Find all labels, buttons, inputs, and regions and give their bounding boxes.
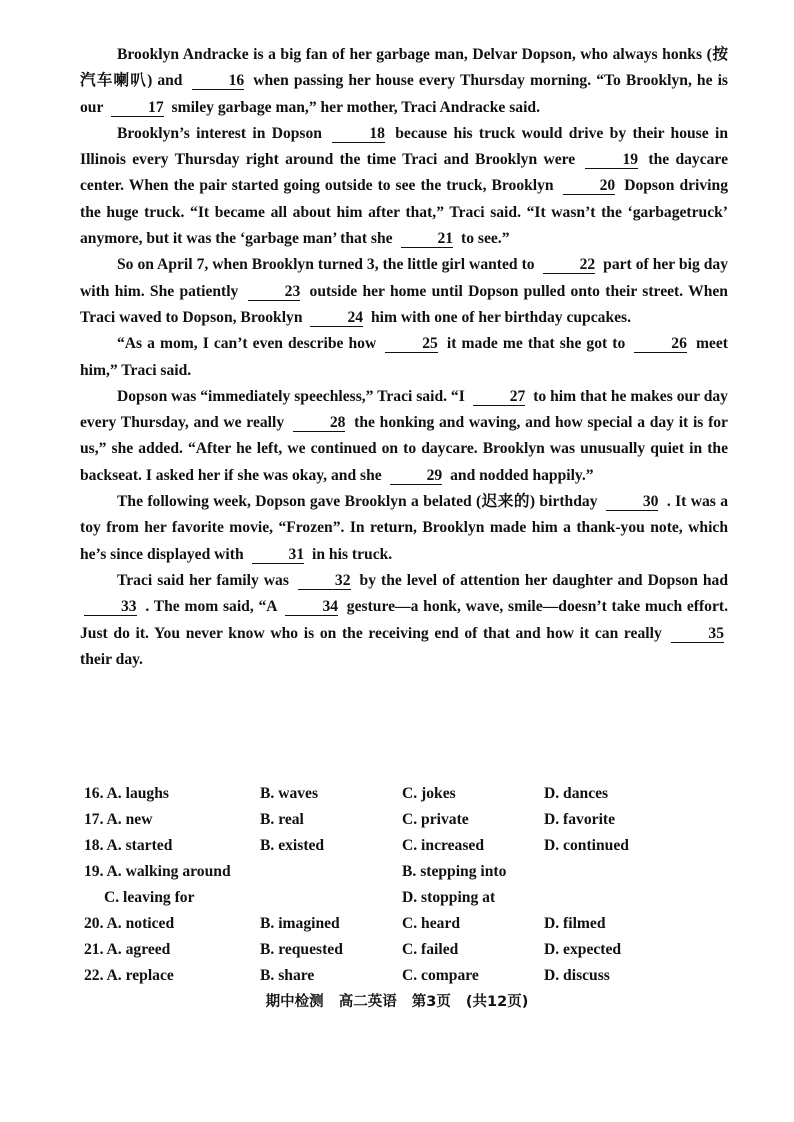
option-a-text: A. noticed	[106, 915, 175, 932]
passage-paragraph	[80, 42, 728, 121]
blank-27: 27	[473, 388, 526, 406]
blank-29: 29	[390, 467, 443, 485]
blank-33: 33	[84, 598, 137, 616]
blank-16: 16	[192, 72, 245, 90]
option-a-text: A. started	[106, 837, 173, 854]
blank-20: 20	[563, 177, 616, 195]
blank-23: 23	[248, 283, 301, 301]
passage-paragraph	[80, 121, 728, 252]
question-number: 19.	[84, 863, 104, 880]
option-b: B. stepping into	[402, 863, 507, 880]
page-footer	[0, 990, 794, 1011]
option-c: C. compare	[402, 967, 479, 984]
option-a-text: A. walking around	[106, 863, 231, 880]
passage-text: their day.	[80, 650, 143, 668]
option-a	[84, 963, 174, 989]
option-a-text: A. new	[106, 811, 153, 828]
blank-32: 32	[298, 572, 351, 590]
passage-text: the honking and waving, and how special a day it is for us,” she added. “After he left, we continued on to daycare. Brooklyn was unusually quiet in the backseat. I asked her if she was okay, and she	[80, 414, 728, 484]
blank-30: 30	[606, 493, 659, 511]
blank-21: 21	[401, 230, 454, 248]
option-row	[84, 807, 744, 833]
question-number: 17.	[84, 811, 104, 828]
passage-text: by the level of attention her daughter and Dopson had	[359, 571, 729, 589]
option-d: D. expected	[544, 941, 622, 958]
option-row	[84, 937, 744, 963]
blank-28: 28	[293, 414, 346, 432]
blank-24: 24	[310, 309, 363, 327]
option-b: B. waves	[260, 785, 319, 802]
passage-text: him with one of her birthday cupcakes.	[370, 308, 631, 326]
passage-paragraph	[80, 331, 728, 384]
question-number: 18.	[84, 837, 104, 854]
blank-17: 17	[111, 99, 164, 117]
option-a-text: A. replace	[106, 967, 174, 984]
blank-25: 25	[385, 335, 438, 353]
passage-text: part of her big day with him. She patiently	[80, 256, 728, 300]
option-c: C. failed	[402, 941, 459, 958]
option-a	[84, 833, 172, 859]
option-a	[84, 937, 170, 963]
blank-18: 18	[332, 125, 385, 143]
footer-subject: 高二英语	[338, 994, 397, 1010]
passage-text: smiley garbage man,” her mother, Traci Andracke said.	[171, 98, 540, 116]
option-a-text: A. laughs	[106, 785, 169, 802]
question-number: 22.	[84, 967, 104, 984]
passage-text: it made me that she got to	[446, 335, 626, 353]
option-c: C. jokes	[402, 785, 456, 802]
passage-paragraph	[80, 489, 728, 568]
option-c: C. heard	[402, 915, 461, 932]
passage-text: outside her home until Dopson pulled onto their street. When Traci waved to Dopson, Brooklyn	[80, 282, 728, 326]
option-b: B. real	[260, 811, 304, 828]
option-row	[84, 833, 744, 859]
passage-text: to see.”	[461, 230, 510, 248]
footer-total: (共12页)	[465, 994, 529, 1010]
question-number: 21.	[84, 941, 104, 958]
option-c: C. leaving for	[104, 889, 195, 906]
blank-26: 26	[634, 335, 687, 353]
passage-text: So on April 7, when Brooklyn turned 3, the little girl wanted to	[117, 256, 535, 274]
option-row	[84, 963, 744, 989]
option-a	[84, 781, 169, 807]
option-d: D. continued	[544, 837, 629, 854]
option-d: D. dances	[544, 785, 609, 802]
passage-text: Dopson was “immediately speechless,” Traci said. “I	[117, 387, 465, 405]
blank-22: 22	[543, 256, 596, 274]
option-a	[84, 807, 152, 833]
option-a-text: A. agreed	[106, 941, 171, 958]
footer-exam: 期中检测	[265, 994, 324, 1010]
passage-text: Traci said her family was	[117, 571, 289, 589]
question-number: 16.	[84, 785, 104, 802]
blank-31: 31	[252, 546, 305, 564]
option-a	[84, 859, 231, 885]
passage-text: meet him,” Traci said.	[80, 335, 728, 379]
passage-text: The following week, Dopson gave Brooklyn a belated (迟来的) birthday	[117, 493, 598, 511]
passage-text: and nodded happily.”	[450, 466, 594, 484]
passage-paragraph	[80, 252, 728, 331]
option-c: C. private	[402, 811, 469, 828]
option-row	[84, 781, 744, 807]
passage-text: . The mom said, “A	[145, 598, 277, 616]
passage-paragraph	[80, 384, 728, 489]
option-b: B. imagined	[260, 915, 340, 932]
passage-text: the daycare center. When the pair started going outside to see the truck, Brooklyn	[80, 151, 728, 195]
option-b: B. share	[260, 967, 315, 984]
option-b: B. requested	[260, 941, 343, 958]
passage-paragraph	[80, 568, 728, 673]
passage-text: . It was a toy from her favorite movie, “Frozen”. In return, Brooklyn made him a thank-you note, which he’s since displayed with	[80, 493, 729, 563]
option-d: D. filmed	[544, 915, 606, 932]
cloze-passage	[80, 42, 728, 673]
footer-page: 第3页	[411, 994, 451, 1010]
blank-35: 35	[671, 625, 724, 643]
option-a	[84, 911, 174, 937]
option-b: B. existed	[260, 837, 325, 854]
option-row	[84, 859, 744, 885]
blank-19: 19	[585, 151, 638, 169]
option-d: D. favorite	[544, 811, 616, 828]
passage-text: Brooklyn Andracke is a big fan of her garbage man, Delvar Dopson, who always honks (按汽车喇叭) and	[80, 46, 728, 90]
option-d: D. stopping at	[402, 889, 496, 906]
passage-text: “As a mom, I can’t even describe how	[117, 335, 377, 353]
blank-34: 34	[285, 598, 338, 616]
option-c: C. increased	[402, 837, 485, 854]
passage-text: because his truck would drive by their house in Illinois every Thursday right around the time Traci and Brooklyn were	[80, 124, 728, 169]
option-row	[84, 911, 744, 937]
passage-text: Dopson driving the huge truck. “It became all about him after that,” Traci said. “It wasn’t the ‘garbagetruck’ anymore, but it was the ‘garbage man’ that she	[80, 177, 728, 248]
passage-text: in his truck.	[312, 545, 393, 563]
passage-text: Brooklyn’s interest in Dopson	[117, 124, 322, 142]
answer-options	[84, 781, 744, 989]
option-row	[84, 885, 744, 911]
passage-text: when passing her house every Thursday morning. “To Brooklyn, he is our	[80, 72, 728, 116]
question-number: 20.	[84, 915, 104, 932]
passage-text: gesture—a honk, wave, smile—doesn’t take much effort. Just do it. You never know who is on the receiving end of that and how it can really	[80, 598, 728, 642]
option-d: D. discuss	[544, 967, 610, 984]
passage-text: to him that he makes our day every Thursday, and we really	[80, 387, 728, 432]
